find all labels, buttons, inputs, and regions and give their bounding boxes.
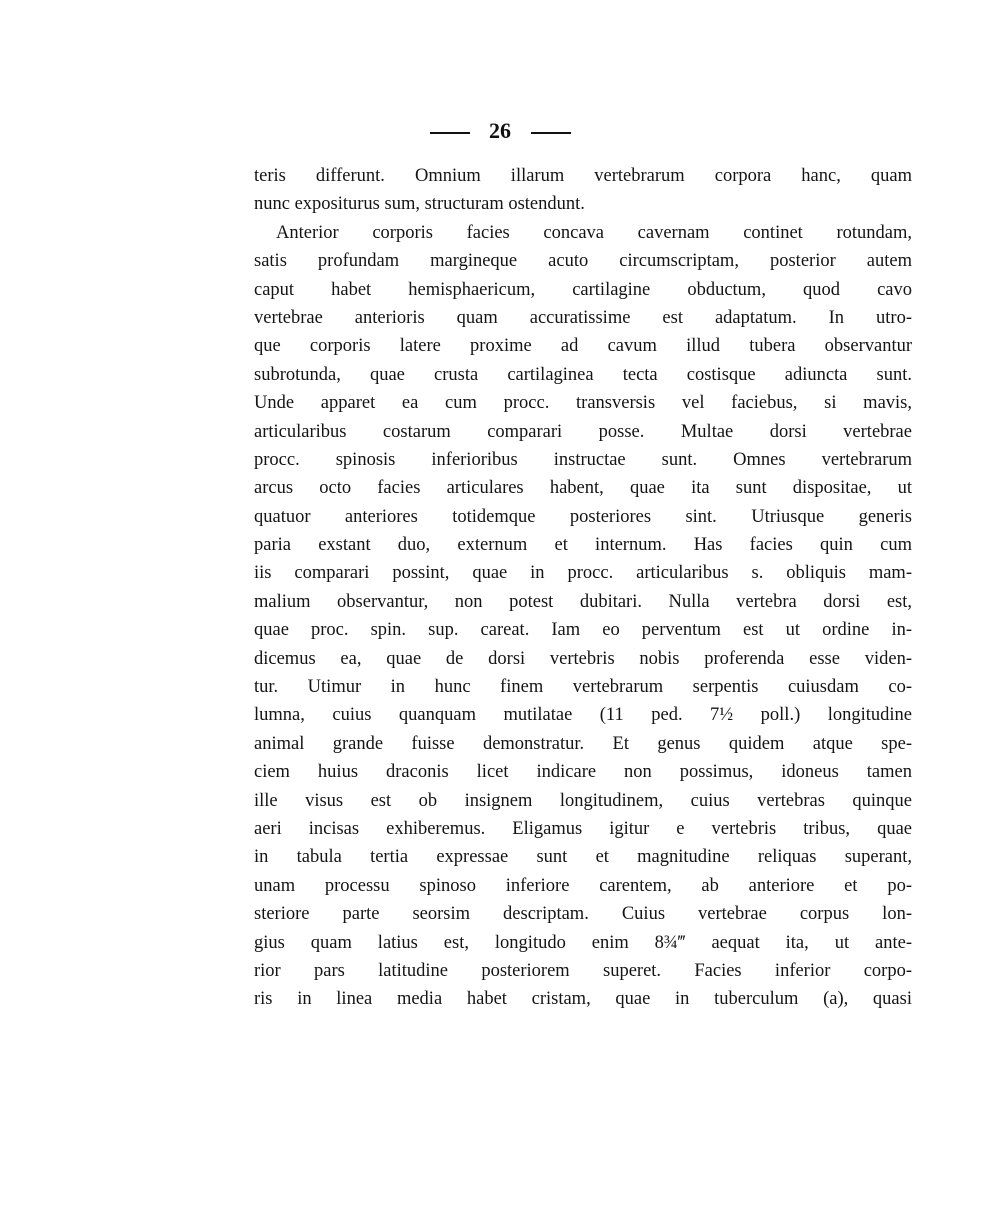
- header-left-rule: [430, 132, 470, 134]
- text-line: vertebrae anterioris quam accuratissime est adaptatum. In utro-: [254, 307, 912, 328]
- text-line: procc. spinosis inferioribus instructae sunt. Omnes vertebrarum: [254, 449, 912, 470]
- text-line: aeri incisas exhiberemus. Eligamus igitur e vertebris tribus, quae: [254, 818, 912, 839]
- text-line: tur. Utimur in hunc finem vertebrarum serpentis cuiusdam co-: [254, 677, 912, 698]
- body-text: [254, 162, 912, 1014]
- text-line: dicemus ea, quae de dorsi vertebris nobis proferenda esse viden-: [254, 648, 912, 669]
- text-line: ciem huius draconis licet indicare non possimus, idoneus tamen: [254, 762, 912, 783]
- text-line: quatuor anteriores totidemque posteriores sint. Utriusque generis: [254, 506, 912, 527]
- page-header: [0, 118, 1000, 148]
- text-line: gius quam latius est, longitudo enim 8¾‴ aequat ita, ut ante-: [254, 932, 912, 953]
- text-line: paria exstant duo, externum et internum. Has facies quin cum: [254, 535, 912, 556]
- text-line: Anterior corporis facies concava cavernam continet rotundam,: [276, 222, 912, 243]
- text-line: lumna, cuius quanquam mutilatae (11 ped. 7½ poll.) longitudine: [254, 705, 912, 726]
- text-line: steriore parte seorsim descriptam. Cuius vertebrae corpus lon-: [254, 904, 912, 925]
- text-line: nunc expositurus sum, structuram ostendunt.: [254, 194, 585, 215]
- text-line: ris in linea media habet cristam, quae in tuberculum (a), quasi: [254, 989, 912, 1010]
- text-line: animal grande fuisse demonstratur. Et genus quidem atque spe-: [254, 733, 912, 754]
- text-line: que corporis latere proxime ad cavum illud tubera observantur: [254, 336, 912, 357]
- page-number: 26: [489, 118, 511, 143]
- text-line: in tabula tertia expressae sunt et magnitudine reliquas superant,: [254, 847, 912, 868]
- text-line: iis comparari possint, quae in procc. articularibus s. obliquis mam-: [254, 563, 912, 584]
- text-line: quae proc. spin. sup. careat. Iam eo perventum est ut ordine in-: [254, 620, 912, 641]
- text-line: teris differunt. Omnium illarum vertebrarum corpora hanc, quam: [254, 166, 912, 186]
- text-line: arcus octo facies articulares habent, quae ita sunt dispositae, ut: [254, 478, 912, 499]
- text-line: subrotunda, quae crusta cartilaginea tecta costisque adiuncta sunt.: [254, 364, 912, 385]
- header-right-rule: [531, 132, 571, 134]
- text-line: rior pars latitudine posteriorem superet. Facies inferior corpo-: [254, 960, 912, 981]
- text-line: caput habet hemisphaericum, cartilagine obductum, quod cavo: [254, 279, 912, 300]
- text-line: unam processu spinoso inferiore carentem, ab anteriore et po-: [254, 875, 912, 896]
- text-line: ille visus est ob insignem longitudinem, cuius vertebras quinque: [254, 790, 912, 811]
- text-line: articularibus costarum comparari posse. Multae dorsi vertebrae: [254, 421, 912, 442]
- text-line: satis profundam margineque acuto circumscriptam, posterior autem: [254, 251, 912, 272]
- text-line: malium observantur, non potest dubitari. Nulla vertebra dorsi est,: [254, 591, 912, 612]
- text-line: Unde apparet ea cum procc. transversis vel faciebus, si mavis,: [254, 393, 912, 414]
